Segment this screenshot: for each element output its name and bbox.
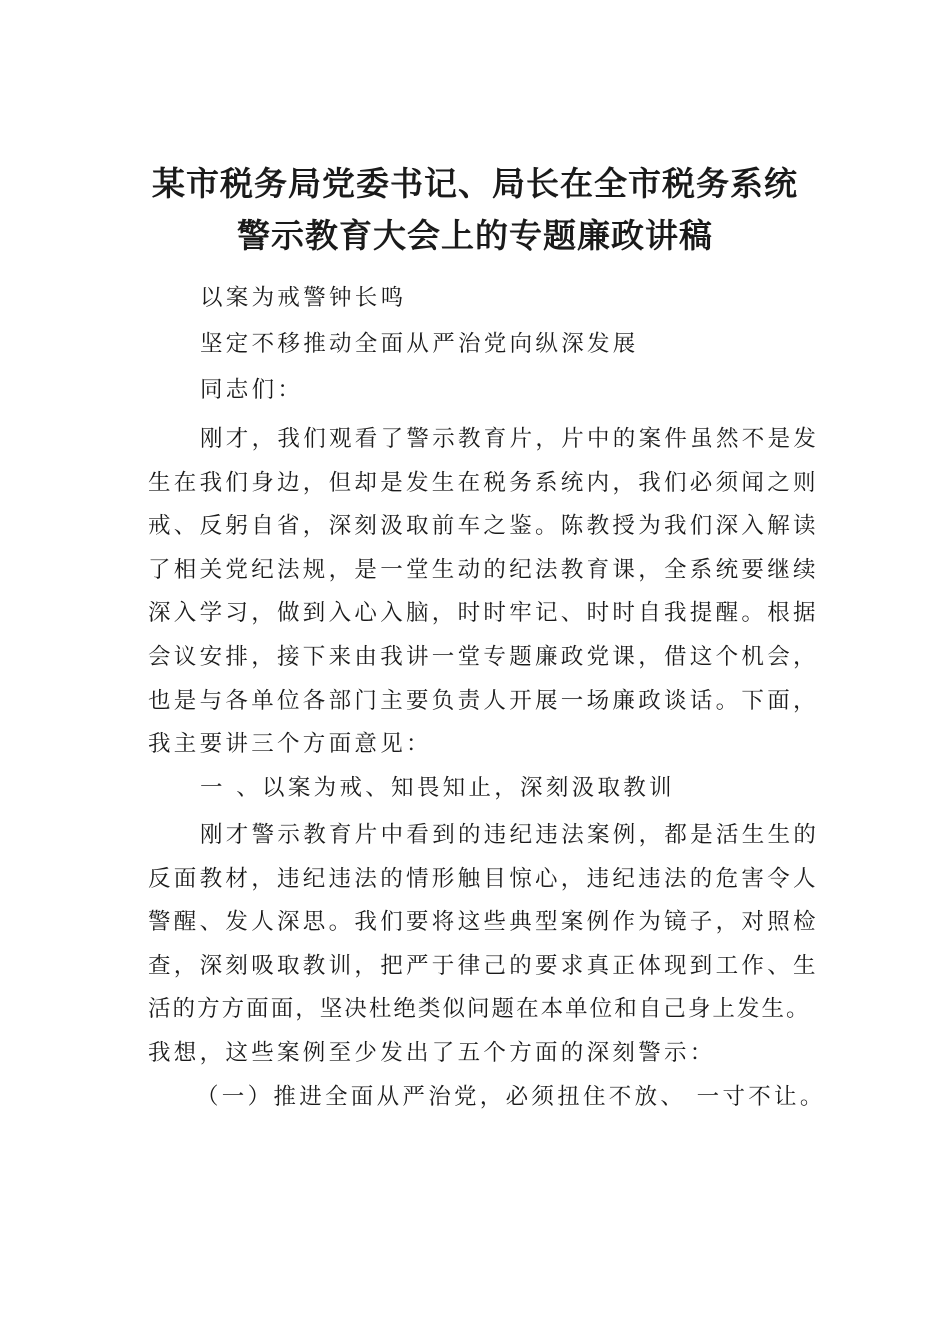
section-1-line: 反面教材，违纪违法的情形触目惊心，违纪违法的危害令人 bbox=[148, 865, 819, 892]
section-1-heading: 一 、以案为戒、知畏知止，深刻汲取教训 bbox=[200, 775, 675, 801]
intro-line: 我主要讲三个方面意见： bbox=[148, 731, 432, 758]
intro-line: 也是与各单位各部门主要负责人开展一场廉政谈话。下面， bbox=[148, 687, 819, 714]
section-1-line: 刚才警示教育片中看到的违纪违法案例，都是活生生的 bbox=[200, 822, 820, 848]
document-title bbox=[120, 158, 830, 262]
intro-line: 深入学习，做到入心入脑，时时牢记、时时自我提醒。根据 bbox=[148, 600, 819, 627]
intro-line: 了相关党纪法规，是一堂生动的纪法教育课，全系统要继续 bbox=[148, 556, 819, 583]
section-1-line: 查，深刻吸取教训，把严于律己的要求真正体现到工作、生 bbox=[148, 952, 819, 979]
subtitle-2: 坚定不移推动全面从严治党向纵深发展 bbox=[200, 331, 639, 357]
intro-paragraph bbox=[148, 418, 820, 767]
title-line-2: 警示教育大会上的专题廉政讲稿 bbox=[237, 216, 713, 255]
subtitle-1: 以案为戒警钟长鸣 bbox=[200, 285, 407, 311]
intro-line: 戒、反躬自省，深刻汲取前车之鉴。陈教授为我们深入解读 bbox=[148, 513, 819, 540]
intro-line: 生在我们身边，但却是发生在税务系统内，我们必须闻之则 bbox=[148, 469, 819, 496]
subsection-1-heading: （一）推进全面从严治党，必须扭住不放、 一寸不让。 bbox=[196, 1084, 826, 1110]
intro-line: 会议安排，接下来由我讲一堂专题廉政党课，借这个机会， bbox=[148, 643, 819, 670]
section-1-paragraph bbox=[148, 814, 820, 1076]
section-1-line: 我想，这些案例至少发出了五个方面的深刻警示： bbox=[148, 1039, 716, 1066]
title-line-1: 某市税务局党委书记、局长在全市税务系统 bbox=[152, 164, 798, 203]
section-1-line: 活的方方面面，坚决杜绝类似问题在本单位和自己身上发生。 bbox=[148, 996, 810, 1023]
salutation: 同志们： bbox=[200, 377, 304, 403]
intro-line: 刚才，我们观看了警示教育片，片中的案件虽然不是发 bbox=[200, 426, 820, 452]
section-1-line: 警醒、发人深思。我们要将这些典型案例作为镜子，对照检 bbox=[148, 909, 819, 936]
